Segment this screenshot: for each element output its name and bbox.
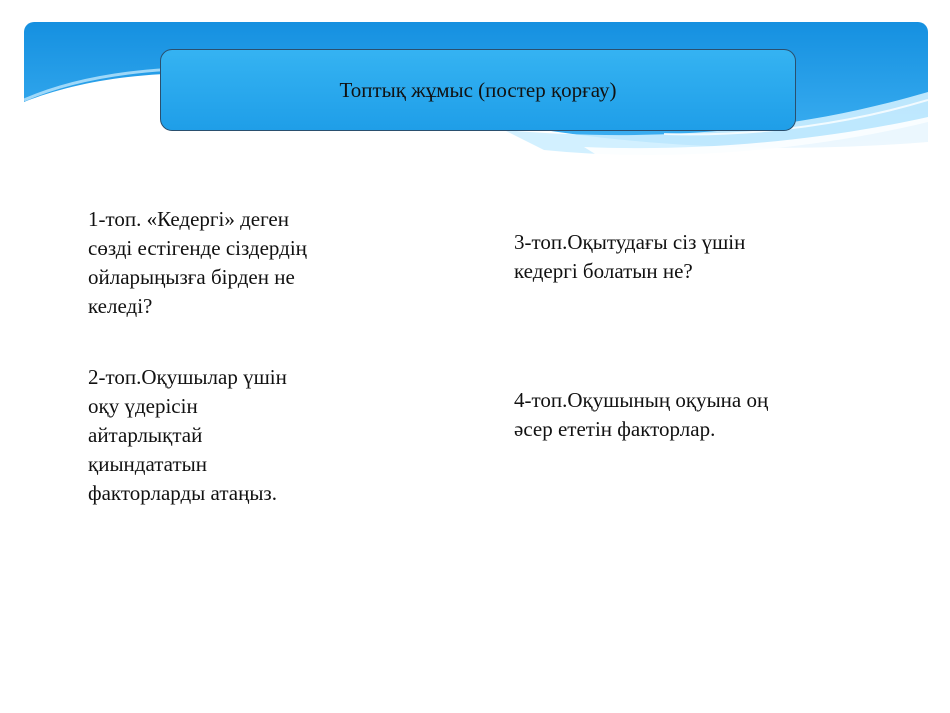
group-1-text: 1-топ. «Кедергі» деген сөзді естігенде сіздердің ойларыңызға бірден не келеді? [88,207,307,318]
group-4-text: 4-топ.Оқушының оқуына оң әсер ететін факторлар. [514,388,769,441]
title-box [160,49,796,131]
group-2-text: 2-топ.Оқушылар үшін оқу үдерісін айтарлықтай қиындататын факторларды атаңыз. [88,365,287,505]
slide-title: Топтық жұмыс (постер қорғау) [339,77,617,102]
group-3-text: 3-топ.Оқытудағы сіз үшін кедергі болатын не? [514,230,746,283]
